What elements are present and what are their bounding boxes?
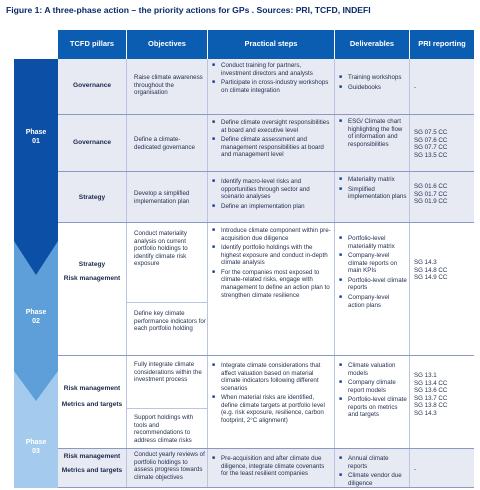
row-divider (58, 448, 474, 449)
phase-3-label: Phase 03 (25, 439, 47, 456)
row-divider (58, 487, 474, 488)
row5-reporting: SG 13.1 SG 13.4 CC SG 13.6 CC SG 13.7 CC SG 13.8 CC SG 14.3 (414, 372, 448, 417)
row3-deliverables: ■ Materiality matrix ■ Simplified implementation plans (339, 176, 407, 203)
row1-reporting: - (414, 84, 417, 91)
row6-steps: ■ Pre-acquisition and after climate due diligence, integrate climate covenants for the least resilient companies (212, 455, 332, 480)
row6-reporting: - (414, 466, 417, 473)
row1-steps: ■ Conduct training for partners, investment directors and analysts ■ Participate in cross-industry workshops on climate integration (212, 62, 332, 96)
action-table (14, 30, 474, 488)
row3-steps: ■ Identify macro-level risks and opportunities through sector and scenario analyses ■ Define an implementation plan (212, 178, 332, 212)
row5-deliverables: ■ Climate valuation models ■ Company climate report models ■ Portfolio-level climate reports on metrics and targets (339, 362, 407, 421)
row2-steps: ■ Define climate oversight responsibilities at board and executive level ■ Define climate assessment and management responsibilities at board and management level (212, 119, 332, 161)
figure-title: Figure 1: A three-phase action – the priority actions for GPs . Sources: PRI, TCFD, INDEFI (6, 5, 371, 15)
column-divider (126, 59, 127, 488)
header-tcfd-pillars: TCFD pillars (58, 30, 126, 59)
row3-objective: Develop a simplified implementation plan (134, 190, 190, 205)
header-objectives: Objectives (127, 30, 207, 59)
cell-divider (127, 302, 207, 303)
row1-objective: Raise climate awareness throughout the organisation (134, 74, 203, 97)
row5-steps: ■ Integrate climate considerations that affect valuation based on material climate indicators following different scenarios ■ When material risks are identified, define climate targets at portfolio level (e.g. risk exposure, resilience, carbon footprint, 2°C alignment) (212, 362, 332, 427)
row4-deliverables: ■ Portfolio-level materiality matrix ■ Company-level climate reports on main KPIs ■ Portfolio-level climate reports ■ Company-level action plans (339, 235, 407, 311)
row1-deliverables: ■ Training workshops ■ Guidebooks (339, 74, 407, 93)
row2-deliverables: ■ ESG/ Climate chart highlighting the flow of information and responsibilities (339, 118, 407, 150)
row4-reporting: SG 14.3 SG 14.8 CC SG 14.9 CC (414, 259, 448, 282)
row1-pillar: Governance (72, 82, 112, 89)
row-divider (58, 222, 474, 223)
phase-2-label: Phase 02 (25, 309, 47, 326)
row2-reporting: SG 07.5 CC SG 07.6 CC SG 07.7 CC SG 13.5 CC (414, 129, 448, 159)
phase-arrow-band (14, 59, 58, 488)
row-divider (58, 355, 474, 356)
row6-pillars: Risk management Metrics and targets (61, 453, 123, 475)
row2-pillar: Governance (72, 139, 112, 146)
row5-pillars: Risk management Metrics and targets (61, 385, 123, 409)
column-divider (207, 59, 208, 488)
row3-pillar: Strategy (78, 194, 106, 201)
row5-objective-1: Fully integrate climate considerations within the investment process (134, 361, 202, 384)
phase-1-label: Phase 01 (25, 129, 47, 146)
row4-pillars: Strategy Risk management (63, 261, 121, 283)
row4-objective-1: Conduct materiality analysis on current portfolio holdings to identify climate risk exposure (134, 230, 188, 268)
column-divider (409, 59, 410, 488)
header-pri-reporting: PRI reporting (410, 30, 474, 59)
cell-divider (127, 408, 207, 409)
row4-objective-2: Define key climate performance indicators for each portfolio holding (134, 310, 206, 333)
row5-objective-2: Support holdings with tools and recommendations to address climate risks (134, 414, 194, 444)
row3-reporting: SG 01.6 CC SG 01.7 CC SG 01.9 CC (414, 183, 448, 206)
row-divider (58, 114, 474, 115)
phase-1-shape (14, 59, 58, 275)
row6-objective: Conduct yearly reviews of portfolio holdings to assess progress towards climate objectives (134, 451, 205, 481)
header-deliverables: Deliverables (335, 30, 409, 59)
row-divider (58, 171, 474, 172)
row6-deliverables: ■ Annual climate reports ■ Climate vendor due diligence (339, 455, 407, 489)
header-practical-steps: Practical steps (208, 30, 334, 59)
row2-objective: Define a climate-dedicated governance (134, 136, 195, 151)
column-divider (334, 59, 335, 488)
row4-steps: ■ Introduce climate component within pre-acquisition due diligence ■ Identify portfolio holdings with the highest exposure and conduct in-depth climate analysis ■ For the companies most exposed to climate-related risks, engage with management to define an action plan to strengthen climate resilience (212, 227, 332, 301)
